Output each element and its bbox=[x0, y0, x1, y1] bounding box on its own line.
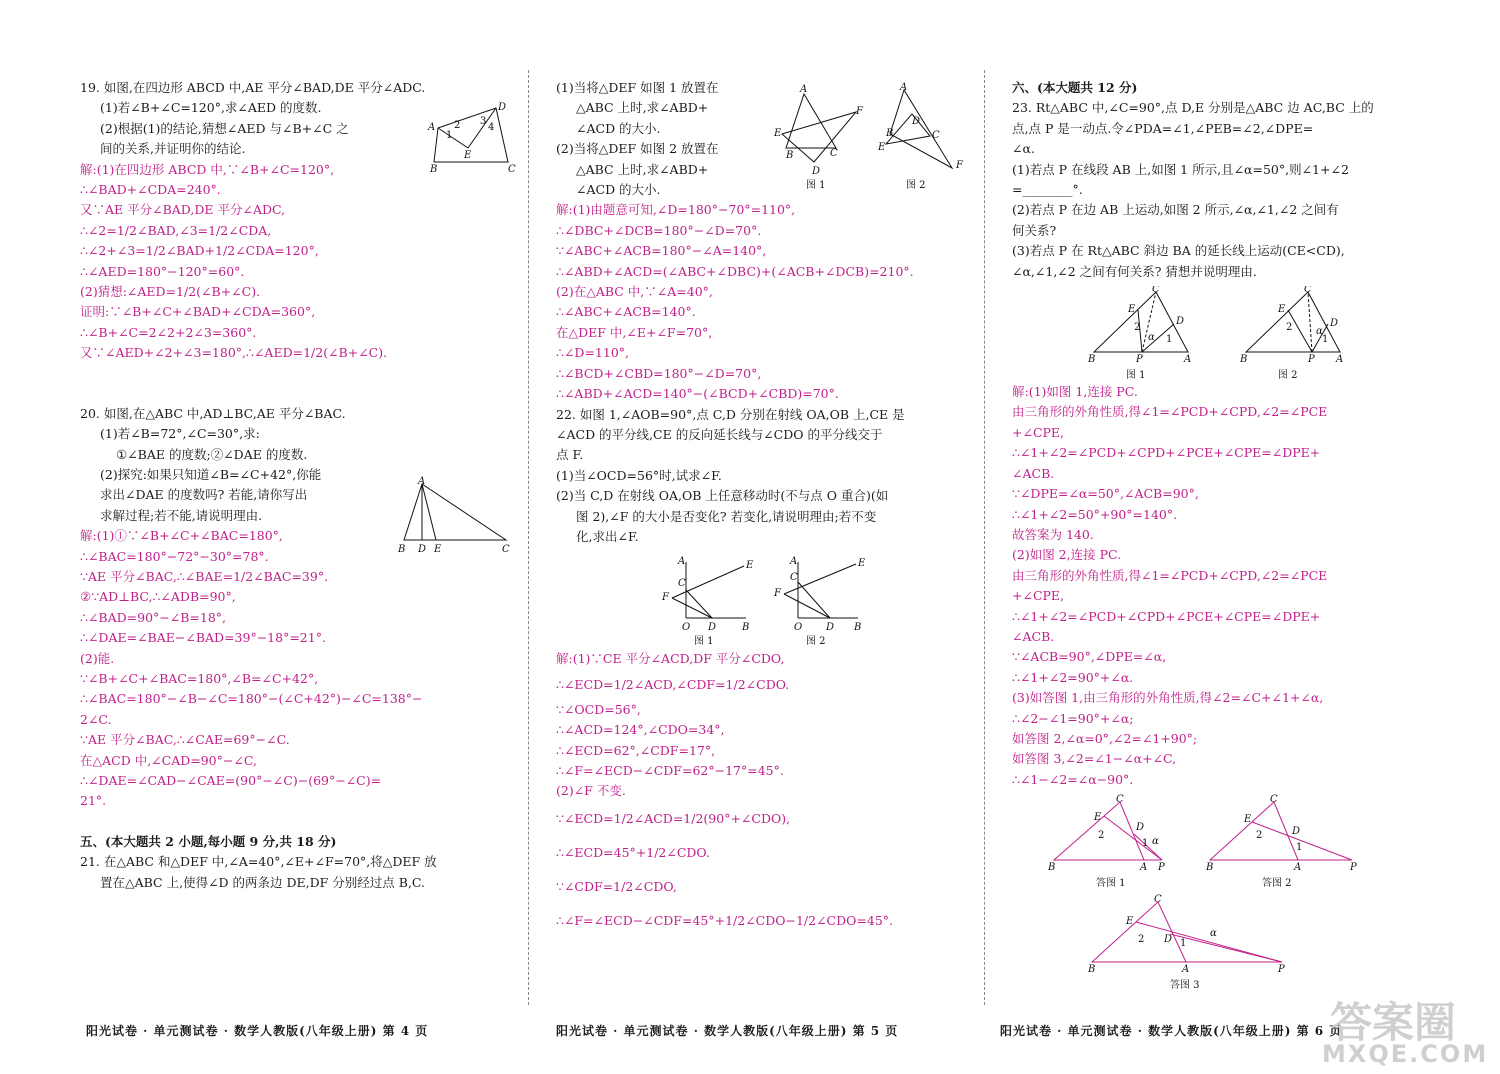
a23-line: 由三角形的外角性质,得∠1=∠PCD+∠CPD,∠2=∠PCE bbox=[1012, 404, 1328, 420]
section-6-heading: 六、(本大题共 12 分) bbox=[1012, 80, 1138, 95]
q20-line: 20. 如图,在△ABC 中,AD⊥BC,AE 平分∠BAC. bbox=[80, 405, 346, 421]
a19-line: ∴∠2=1/2∠BAD,∠3=1/2∠CDA, bbox=[80, 222, 272, 238]
q23-line: 何关系? bbox=[1012, 222, 1057, 238]
a22-line: ∴∠ECD=1/2∠ACD,∠CDF=1/2∠CDO. bbox=[556, 676, 790, 692]
a22-line: 解:(1)∵CE 平分∠ACD,DF 平分∠CDO, bbox=[556, 651, 785, 667]
a21-line: 解:(1)由题意可知,∠D=180°−70°=110°, bbox=[556, 202, 796, 218]
svg-text:D: D bbox=[826, 622, 835, 633]
fig-caption: 图 1 bbox=[694, 636, 714, 647]
svg-text:P: P bbox=[1278, 964, 1285, 975]
svg-text:α: α bbox=[1148, 332, 1155, 343]
svg-text:F: F bbox=[662, 592, 669, 603]
a20-line: ②∵AD⊥BC,∴∠ADB=90°, bbox=[80, 589, 236, 605]
q23-answer-figure-1 bbox=[1046, 794, 1180, 896]
q20-triangle-figure bbox=[396, 476, 514, 560]
q21-figure-1 bbox=[772, 82, 864, 196]
q21-figure-2 bbox=[876, 82, 968, 196]
q19-line: (1)若∠B+∠C=120°,求∠AED 的度数. bbox=[100, 100, 322, 116]
q23-line: =________°. bbox=[1012, 182, 1083, 198]
a23-line: ∴∠1−∠2=∠α−90°. bbox=[1012, 771, 1134, 787]
a23-line: 如答图 2,∠α=0°,∠2=∠1+90°; bbox=[1012, 730, 1198, 746]
a23-line: 如答图 3,∠2=∠1−∠α+∠C, bbox=[1012, 751, 1177, 767]
a21-line: ∴∠ABD+∠ACD=(∠ABC+∠DBC)+(∠ACB+∠DCB)=210°. bbox=[556, 263, 914, 279]
svg-text:4: 4 bbox=[488, 122, 495, 133]
svg-text:2: 2 bbox=[1098, 830, 1105, 841]
column-page-5 bbox=[556, 78, 968, 938]
a21-line: (2)在△ABC 中,∵∠A=40°, bbox=[556, 284, 713, 300]
svg-text:A: A bbox=[428, 122, 436, 133]
svg-text:2: 2 bbox=[454, 120, 461, 131]
q19-line: 间的关系,并证明你的结论. bbox=[100, 141, 246, 157]
a22-line: ∵∠ECD=1/2∠ACD=1/2(90°+∠CDO), bbox=[556, 810, 791, 826]
svg-text:A: A bbox=[1140, 862, 1148, 873]
a21-line: ∴∠D=110°, bbox=[556, 345, 630, 361]
svg-text:α: α bbox=[1152, 836, 1159, 847]
q22-line: (2)当 C,D 在射线 OA,OB 上任意移动时(不与点 O 重合)(如 bbox=[556, 488, 889, 504]
svg-text:1: 1 bbox=[1296, 842, 1303, 853]
svg-text:B: B bbox=[398, 544, 406, 555]
q22-figure-1 bbox=[660, 554, 756, 654]
svg-text:1: 1 bbox=[446, 130, 453, 141]
svg-text:D: D bbox=[812, 166, 821, 177]
svg-text:D: D bbox=[1330, 318, 1339, 329]
a20-line: 解:(1)①∵∠B+∠C+∠BAC=180°, bbox=[80, 528, 283, 544]
svg-text:A: A bbox=[1182, 964, 1190, 975]
svg-text:D: D bbox=[708, 622, 717, 633]
svg-text:A: A bbox=[790, 556, 798, 567]
a20-line: ∴∠DAE=∠BAE−∠BAD=39°−18°=21°. bbox=[80, 630, 326, 646]
svg-text:1: 1 bbox=[1142, 838, 1149, 849]
svg-text:2: 2 bbox=[1286, 322, 1293, 333]
q21-line: 21. 在△ABC 和△DEF 中,∠A=40°,∠E+∠F=70°,将△DEF 放 bbox=[80, 854, 437, 870]
svg-text:E: E bbox=[1094, 812, 1102, 823]
a19-line: ∴∠BAD+∠CDA=240°. bbox=[80, 182, 221, 198]
a19-line: ∴∠2+∠3=1/2∠BAD+1/2∠CDA=120°, bbox=[80, 243, 319, 259]
svg-text:C: C bbox=[678, 578, 686, 589]
q19-quadrilateral-figure bbox=[424, 98, 520, 182]
a23-line: ∴∠1+∠2=∠PCD+∠CPD+∠PCE+∠CPE=∠DPE+ bbox=[1012, 608, 1321, 624]
a22-line: ∴∠ACD=124°,∠CDO=34°, bbox=[556, 722, 725, 738]
a23-line: ∠ACB. bbox=[1012, 628, 1055, 644]
a20-line: ∵AE 平分∠BAC,∴∠BAE=1/2∠BAC=39°. bbox=[80, 568, 329, 584]
a23-line: ∠ACB. bbox=[1012, 465, 1055, 481]
q20-line: (1)若∠B=72°,∠C=30°,求: bbox=[100, 426, 260, 442]
a20-line: ∵∠B+∠C+∠BAC=180°,∠B=∠C+42°, bbox=[80, 670, 319, 686]
q23-line: ∠α,∠1,∠2 之间有何关系? 猜想并说明理由. bbox=[1012, 263, 1257, 279]
q20-line: (2)探究:如果只知道∠B=∠C+42°,你能 bbox=[100, 466, 322, 482]
svg-text:B: B bbox=[1088, 354, 1096, 365]
a23-line: +∠CPE, bbox=[1012, 588, 1065, 604]
q21-line: 置在△ABC 上,使得∠D 的两条边 DE,DF 分别经过点 B,C. bbox=[100, 874, 426, 890]
a20-line: ∴∠DAE=∠CAD−∠CAE=(90°−∠C)−(69°−∠C)= bbox=[80, 773, 382, 788]
svg-text:2: 2 bbox=[1256, 830, 1263, 841]
q21-line: ∠ACD 的大小. bbox=[576, 120, 661, 136]
a19-line: 解:(1)在四边形 ABCD 中,∵∠B+∠C=120°, bbox=[80, 161, 335, 177]
q22-line: 图 2),∠F 的大小是否变化? 若变化,请说明理由;若不变 bbox=[576, 508, 877, 524]
svg-text:A: A bbox=[1336, 354, 1344, 365]
fig-caption: 图 2 bbox=[906, 180, 926, 191]
svg-text:C: C bbox=[830, 148, 838, 159]
svg-text:D: D bbox=[1176, 316, 1185, 327]
svg-text:E: E bbox=[1126, 916, 1134, 927]
section-5-heading: 五、(本大题共 2 小题,每小题 9 分,共 18 分) bbox=[80, 833, 337, 849]
q21-line: △ABC 上时,求∠ABD+ bbox=[576, 161, 709, 177]
svg-text:1: 1 bbox=[1322, 334, 1329, 345]
a22-line: ∴∠ECD=45°+1/2∠CDO. bbox=[556, 844, 710, 860]
q23-figure-1 bbox=[1086, 286, 1198, 386]
svg-text:E: E bbox=[1128, 304, 1136, 315]
svg-text:A: A bbox=[900, 82, 908, 93]
svg-text:C: C bbox=[1270, 794, 1278, 805]
svg-text:2: 2 bbox=[1134, 322, 1141, 333]
a21-line: ∴∠ABC+∠ACB=140°. bbox=[556, 304, 696, 320]
svg-text:1: 1 bbox=[1166, 334, 1173, 345]
a19-line: 又∵AE 平分∠BAD,DE 平分∠ADC, bbox=[80, 202, 286, 218]
watermark-url: MXQE.COM bbox=[1322, 1040, 1489, 1068]
svg-text:O: O bbox=[682, 622, 691, 633]
a19-line: 证明:∵∠B+∠C+∠BAD+∠CDA=360°, bbox=[80, 304, 316, 320]
column-divider bbox=[984, 70, 985, 1005]
a21-line: ∴∠BCD+∠CBD=180°−∠D=70°, bbox=[556, 365, 762, 381]
q20-line: 求出∠DAE 的度数吗? 若能,请你写出 bbox=[100, 487, 308, 503]
svg-text:A: A bbox=[1184, 354, 1192, 365]
a23-line: ∴∠1+∠2=∠PCD+∠CPD+∠PCE+∠CPE=∠DPE+ bbox=[1012, 445, 1321, 461]
svg-text:E: E bbox=[858, 558, 866, 569]
a19-line: ∴∠B+∠C=2∠2+2∠3=360°. bbox=[80, 324, 257, 340]
a22-line: ∵∠OCD=56°, bbox=[556, 701, 641, 717]
q23-line: 点,点 P 是一动点.令∠PDA=∠1,∠PEB=∠2,∠DPE= bbox=[1012, 120, 1314, 136]
a23-line: ∴∠1+∠2=50°+90°=140°. bbox=[1012, 506, 1178, 522]
q23-answer-figure-3 bbox=[1086, 894, 1294, 996]
svg-text:2: 2 bbox=[1138, 934, 1145, 945]
a21-line: ∴∠ABD+∠ACD=140°−(∠BCD+∠CBD)=70°. bbox=[556, 386, 839, 402]
a21-line: 在△DEF 中,∠E+∠F=70°, bbox=[556, 324, 713, 340]
a20-line: 2∠C. bbox=[80, 711, 112, 727]
footer-page-4: 阳光试卷 · 单元测试卷 · 数学人教版(八年级上册) 第 4 页 bbox=[86, 1024, 429, 1038]
a20-line: ∴∠BAC=180°−∠B−∠C=180°−(∠C+42°)−∠C=138°− bbox=[80, 691, 423, 707]
q21-line: ∠ACD 的大小. bbox=[576, 182, 661, 198]
a22-line: (2)∠F 不变. bbox=[556, 783, 626, 799]
svg-text:P: P bbox=[1308, 354, 1315, 365]
q23-figure-2 bbox=[1238, 286, 1350, 386]
q21-line: (1)当将△DEF 如图 1 放置在 bbox=[556, 80, 719, 95]
a19-line: ∴∠AED=180°−120°=60°. bbox=[80, 263, 245, 279]
svg-text:D: D bbox=[912, 116, 921, 127]
a23-line: +∠CPE, bbox=[1012, 424, 1065, 440]
a23-line: ∴∠2−∠1=90°+∠α; bbox=[1012, 710, 1134, 726]
svg-text:C: C bbox=[1152, 286, 1160, 295]
footer-page-6: 阳光试卷 · 单元测试卷 · 数学人教版(八年级上册) 第 6 页 bbox=[1000, 1024, 1343, 1038]
fig-caption: 答图 2 bbox=[1262, 878, 1292, 889]
svg-text:E: E bbox=[1244, 814, 1252, 825]
svg-text:B: B bbox=[1088, 964, 1096, 975]
svg-text:α: α bbox=[1210, 928, 1217, 939]
svg-text:O: O bbox=[794, 622, 803, 633]
a20-line: ∴∠BAC=180°−72°−30°=78°. bbox=[80, 548, 269, 564]
column-divider bbox=[528, 70, 529, 1005]
a21-line: ∵∠ABC+∠ACB=180°−∠A=140°, bbox=[556, 243, 767, 259]
q23-line: ∠α. bbox=[1012, 141, 1035, 157]
svg-text:B: B bbox=[1206, 862, 1214, 873]
svg-text:F: F bbox=[774, 588, 781, 599]
q21-line: △ABC 上时,求∠ABD+ bbox=[576, 100, 709, 116]
fig-caption: 图 2 bbox=[1278, 370, 1298, 381]
svg-text:B: B bbox=[430, 164, 438, 175]
q23-answer-figure-2 bbox=[1204, 794, 1364, 896]
svg-text:B: B bbox=[742, 622, 750, 633]
footer-page-5: 阳光试卷 · 单元测试卷 · 数学人教版(八年级上册) 第 5 页 bbox=[556, 1024, 899, 1038]
svg-text:D: D bbox=[498, 102, 507, 113]
svg-text:P: P bbox=[1136, 354, 1143, 365]
q19-line: (2)根据(1)的结论,猜想∠AED 与∠B+∠C 之 bbox=[100, 120, 349, 136]
a20-line: ∴∠BAD=90°−∠B=18°, bbox=[80, 609, 227, 625]
svg-text:A: A bbox=[800, 84, 808, 95]
svg-text:E: E bbox=[1278, 304, 1286, 315]
a23-line: (2)如图 2,连接 PC. bbox=[1012, 547, 1122, 563]
svg-text:C: C bbox=[1116, 794, 1124, 805]
svg-text:D: D bbox=[1164, 934, 1173, 945]
svg-text:A: A bbox=[1294, 862, 1302, 873]
svg-text:A: A bbox=[418, 476, 426, 487]
svg-text:P: P bbox=[1350, 862, 1357, 873]
a20-line: 在△ACD 中,∠CAD=90°−∠C, bbox=[80, 752, 257, 768]
a23-line: ∵∠ACB=90°,∠DPE=∠α, bbox=[1012, 649, 1167, 665]
svg-text:E: E bbox=[878, 142, 886, 153]
svg-text:B: B bbox=[786, 150, 794, 161]
svg-text:C: C bbox=[790, 572, 798, 583]
svg-text:B: B bbox=[1048, 862, 1056, 873]
svg-text:F: F bbox=[956, 160, 963, 171]
svg-text:D: D bbox=[418, 544, 427, 555]
svg-text:α: α bbox=[1316, 326, 1323, 337]
a21-line: ∴∠DBC+∠DCB=180°−∠D=70°. bbox=[556, 222, 762, 238]
q20-line: ①∠BAE 的度数;②∠DAE 的度数. bbox=[116, 446, 308, 462]
q22-line: ∠ACD 的平分线,CE 的反向延长线与∠CDO 的平分线交于 bbox=[556, 426, 883, 442]
a22-line: ∴∠ECD=62°,∠CDF=17°, bbox=[556, 742, 716, 758]
fig-caption: 图 2 bbox=[806, 636, 826, 647]
svg-text:A: A bbox=[678, 556, 686, 567]
a19-line: 又∵∠AED+∠2+∠3=180°,∴∠AED=1/2(∠B+∠C). bbox=[80, 345, 388, 361]
q19-line: 19. 如图,在四边形 ABCD 中,AE 平分∠BAD,DE 平分∠ADC. bbox=[80, 80, 426, 95]
a23-line: (3)如答图 1,由三角形的外角性质,得∠2=∠C+∠1+∠α, bbox=[1012, 690, 1324, 706]
a23-line: 解:(1)如图 1,连接 PC. bbox=[1012, 384, 1138, 400]
svg-text:B: B bbox=[1240, 354, 1248, 365]
a22-line: ∴∠F=∠ECD−∠CDF=62°−17°=45°. bbox=[556, 762, 784, 778]
svg-text:E: E bbox=[746, 560, 754, 571]
q23-line: (2)若点 P 在边 AB 上运动,如图 2 所示,∠α,∠1,∠2 之间有 bbox=[1012, 202, 1339, 218]
q21-line: (2)当将△DEF 如图 2 放置在 bbox=[556, 141, 719, 157]
svg-text:E: E bbox=[774, 128, 782, 139]
q22-line: 化,求出∠F. bbox=[576, 528, 639, 544]
svg-text:B: B bbox=[854, 622, 862, 633]
svg-text:D: D bbox=[1292, 826, 1301, 837]
svg-text:E: E bbox=[434, 544, 442, 555]
watermark-logo: 答案圈 bbox=[1330, 998, 1457, 1047]
q22-figure-2 bbox=[770, 554, 866, 654]
a23-line: 故答案为 140. bbox=[1012, 526, 1094, 542]
svg-text:C: C bbox=[1304, 286, 1312, 295]
q22-line: (1)当∠OCD=56°时,试求∠F. bbox=[556, 467, 722, 483]
q20-line: 求解过程;若不能,请说明理由. bbox=[100, 507, 263, 523]
fig-caption: 图 1 bbox=[1126, 370, 1146, 381]
column-page-6 bbox=[1012, 78, 1422, 790]
svg-text:1: 1 bbox=[1180, 938, 1187, 949]
q23-line: (1)若点 P 在线段 AB 上,如图 1 所示,且∠α=50°,则∠1+∠2 bbox=[1012, 161, 1349, 177]
a22-line: ∵∠CDF=1/2∠CDO, bbox=[556, 878, 677, 894]
svg-text:E: E bbox=[464, 150, 472, 161]
a23-line: ∴∠1+∠2=90°+∠α. bbox=[1012, 669, 1134, 685]
q23-line: (3)若点 P 在 Rt△ABC 斜边 BA 的延长线上运动(CE<CD), bbox=[1012, 243, 1345, 259]
q22-line: 点 F. bbox=[556, 447, 584, 463]
a20-line: ∵AE 平分∠BAC,∴∠CAE=69°−∠C. bbox=[80, 732, 290, 748]
svg-text:C: C bbox=[932, 130, 940, 141]
a20-line: (2)能. bbox=[80, 650, 115, 666]
q22-line: 22. 如图 1,∠AOB=90°,点 C,D 分别在射线 OA,OB 上,CE 是 bbox=[556, 406, 905, 422]
fig-caption: 答图 1 bbox=[1096, 878, 1126, 889]
a22-line: ∴∠F=∠ECD−∠CDF=45°+1/2∠CDO−1/2∠CDO=45°. bbox=[556, 912, 893, 928]
a23-line: 由三角形的外角性质,得∠1=∠PCD+∠CPD,∠2=∠PCE bbox=[1012, 567, 1328, 583]
svg-text:P: P bbox=[1158, 862, 1165, 873]
fig-caption: 答图 3 bbox=[1170, 980, 1200, 991]
svg-text:C: C bbox=[502, 544, 510, 555]
a23-line: ∵∠DPE=∠α=50°,∠ACB=90°, bbox=[1012, 486, 1199, 502]
svg-text:F: F bbox=[856, 106, 863, 117]
svg-text:C: C bbox=[508, 164, 516, 175]
fig-caption: 图 1 bbox=[806, 180, 826, 191]
svg-text:C: C bbox=[1154, 894, 1162, 905]
svg-text:B: B bbox=[886, 128, 894, 139]
svg-text:D: D bbox=[1136, 822, 1145, 833]
svg-text:3: 3 bbox=[480, 116, 487, 127]
q23-line: 23. Rt△ABC 中,∠C=90°,点 D,E 分别是△ABC 边 AC,BC 上的 bbox=[1012, 100, 1374, 116]
a19-line: (2)猜想:∠AED=1/2(∠B+∠C). bbox=[80, 284, 261, 300]
a20-line: 21°. bbox=[80, 793, 107, 809]
